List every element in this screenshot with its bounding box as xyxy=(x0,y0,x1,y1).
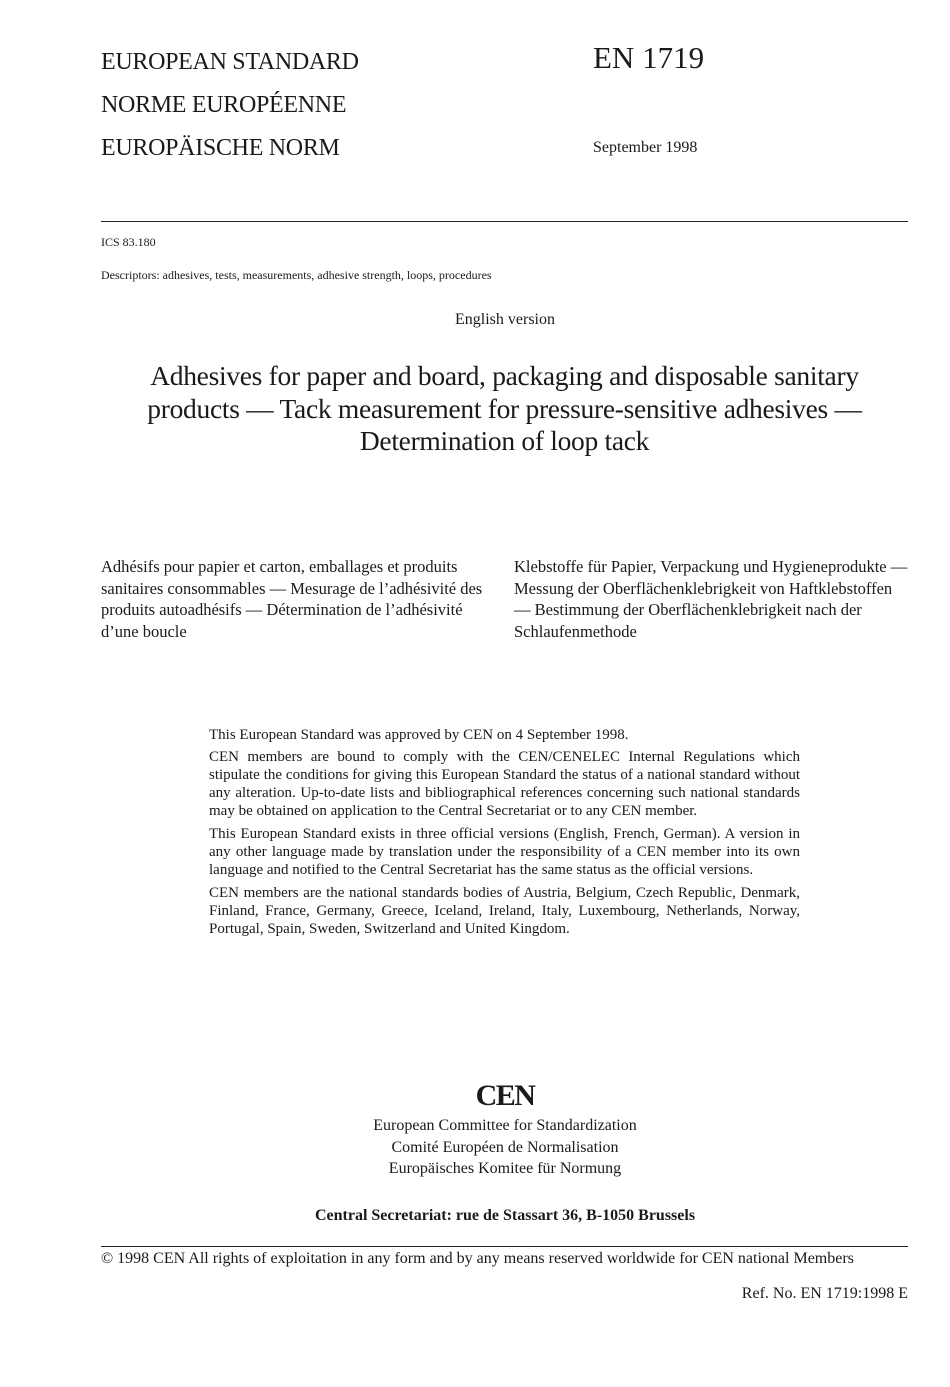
descriptors: Descriptors: adhesives, tests, measurements, adhesive strength, loops, procedures xyxy=(101,268,492,282)
language-version: English version xyxy=(455,311,555,328)
versions-note: This European Standard exists in three official versions (English, French, German). A version in any other language made by translation under the responsibility of a CEN member into its own language and notified to the Central Secretariat has the same status as the official versions. xyxy=(209,826,800,878)
document-title: Adhesives for paper and board, packaging and disposable sanitary products — Tack measurement for pressure-sensitive adhesives — Determination of loop tack xyxy=(147,360,862,456)
top-divider xyxy=(101,221,908,222)
title-french: Adhésifs pour papier et carton, emballages et produits sanitaires consommables — Mesurage de l’adhésivité des produits autoadhésifs — Détermination de l’adhésivité d’une boucle xyxy=(101,557,483,641)
copyright-notice: © 1998 CEN All rights of exploitation in any form and by any means reserved worldwide for CEN national Members xyxy=(101,1250,854,1267)
cen-logo: CEN xyxy=(475,1079,535,1112)
standard-title-german: EUROPÄISCHE NORM xyxy=(101,135,340,161)
bottom-divider xyxy=(101,1246,908,1247)
central-secretariat: Central Secretariat: rue de Stassart 36, B-1050 Brussels xyxy=(314,1207,696,1224)
ics-code: ICS 83.180 xyxy=(101,235,156,249)
reference-number: Ref. No. EN 1719:1998 E xyxy=(741,1285,908,1302)
org-name-english: European Committee for Standardization xyxy=(373,1117,637,1134)
org-name-german: Europäisches Komitee für Normung xyxy=(388,1160,622,1177)
publication-date: September 1998 xyxy=(593,139,698,156)
standard-title-english: EUROPEAN STANDARD xyxy=(101,49,359,75)
members-note: CEN members are the national standards bodies of Austria, Belgium, Czech Republic, Denmark, Finland, France, Germany, Greece, Iceland, Ireland, Italy, Luxembourg, Netherlands, Norway, Portugal, Spain, Sweden, Switzerland and United Kingdom. xyxy=(209,885,800,937)
approval-notes xyxy=(209,726,800,943)
approval-note: This European Standard was approved by CEN on 4 September 1998. xyxy=(209,727,629,743)
org-name-french: Comité Européen de Normalisation xyxy=(391,1139,619,1156)
standard-title-french: NORME EUROPÉENNE xyxy=(101,92,347,118)
title-german: Klebstoffe für Papier, Verpackung und Hygieneprodukte — Messung der Oberflächenklebrigkeit von Haftklebstoffen — Bestimmung der Oberflächenklebrigkeit nach der Schlaufenmethode xyxy=(514,557,908,641)
standard-number: EN 1719 xyxy=(593,40,705,75)
compliance-note: CEN members are bound to comply with the CEN/CENELEC Internal Regulations which stipulate the conditions for giving this European Standard the status of a national standard without any alteration. Up-to-date lists and bibliographical references concerning such national standards may be obtained on application to the Central Secretariat or to any CEN member. xyxy=(209,749,800,819)
